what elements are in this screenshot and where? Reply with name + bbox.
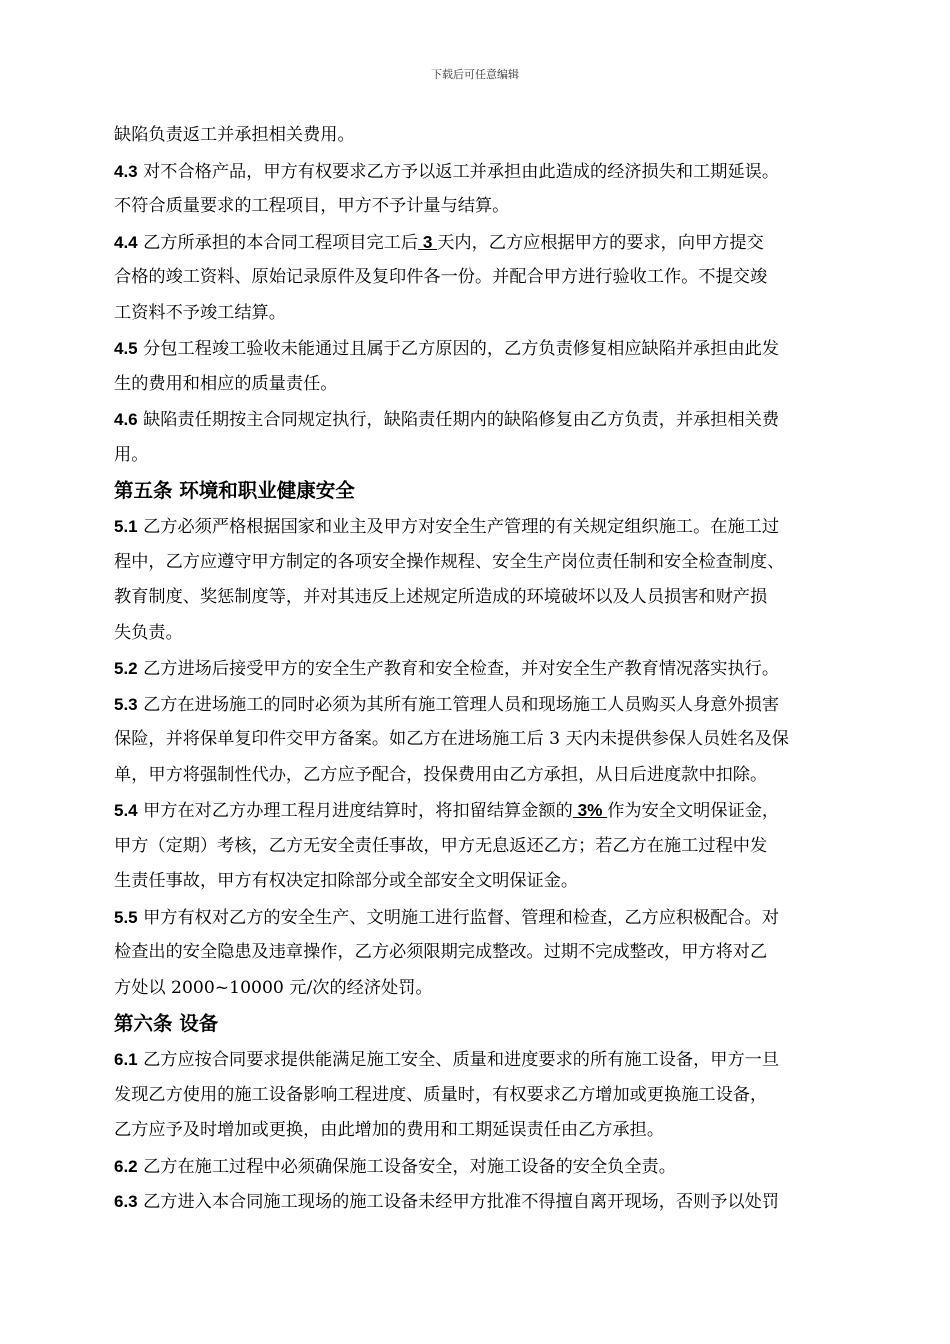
- clause-4-4: [114, 225, 860, 261]
- clause-text: 乙方在施工过程中必须确保施工设备安全，对施工设备的安全负全责。: [143, 1156, 676, 1177]
- clause-text: 乙方在进场施工的同时必须为其所有施工管理人员和现场施工人员购买人身意外损害: [143, 694, 780, 715]
- clause-text: 乙方所承担的本合同工程项目完工后: [143, 232, 419, 253]
- clause-number: 4.5: [114, 339, 138, 358]
- days-value: 3: [418, 231, 438, 252]
- clause-number: 5.2: [114, 659, 138, 678]
- paragraph-line: 工资料不予竣工结算。: [114, 302, 286, 323]
- clause-number: 6.1: [114, 1050, 138, 1069]
- clause-text: 缺陷责任期按主合同规定执行，缺陷责任期内的缺陷修复由乙方负责，并承担相关费: [143, 410, 780, 430]
- clause-text: 对不合格产品，甲方有权要求乙方予以返工并承担由此造成的经济损失和工期延误。: [143, 161, 780, 182]
- clause-number: 6.3: [114, 1192, 138, 1211]
- clause-number: 6.2: [114, 1156, 138, 1176]
- percent-value: 3%: [572, 800, 608, 820]
- clause-text: 乙方进场后接受甲方的安全生产教育和安全检查，并对安全生产教育情况落实执行。: [143, 659, 780, 679]
- clause-text: 分包工程竣工验收未能通过且属于乙方原因的，乙方负责修复相应缺陷并承担由此发: [143, 339, 780, 359]
- clause-number: 5.1: [114, 517, 138, 536]
- clause-5-2: [114, 651, 860, 687]
- paragraph-line: 用。: [114, 444, 149, 465]
- clause-text: 甲方在对乙方办理工程月进度结算时，将扣留结算金额的: [143, 801, 573, 821]
- paragraph-line: 缺陷负责返工并承担相关费用。: [114, 125, 355, 145]
- clause-text: 甲方有权对乙方的安全生产、文明施工进行监督、管理和检查，乙方应积极配合。对: [143, 907, 780, 928]
- clause-6-3: [114, 1184, 860, 1220]
- clause-5-4: [114, 793, 860, 829]
- page-header: 下载后可任意编辑: [431, 68, 519, 81]
- clause-5-1: [114, 509, 860, 545]
- clause-text: 天内，乙方应根据甲方的要求，向甲方提交: [437, 232, 764, 253]
- clause-number: 5.4: [114, 801, 138, 820]
- clause-number: 5.5: [114, 907, 138, 927]
- clause-text: 乙方必须严格根据国家和业主及甲方对安全生产管理的有关规定组织施工。在施工过: [143, 517, 780, 537]
- paragraph-line: 检查出的安全隐患及违章操作，乙方必须限期完成整改。过期不完成整改，甲方将对乙: [114, 942, 768, 962]
- clause-number: 5.3: [114, 694, 138, 714]
- paragraph-line: 失负责。: [114, 622, 183, 643]
- paragraph-line: 甲方（定期）考核，乙方无安全责任事故，甲方无息返还乙方；若乙方在施工过程中发: [114, 835, 768, 856]
- paragraph-line: 保险，并将保单复印件交甲方备案。如乙方在进场施工后 3 天内未提供参保人员姓名及保: [114, 729, 789, 749]
- paragraph-line: 单，甲方将强制性代办，乙方应予配合，投保费用由乙方承担，从日后进度款中扣除。: [114, 764, 768, 785]
- clause-5-3: [114, 687, 860, 723]
- paragraph-line: 生的费用和相应的质量责任。: [114, 373, 338, 394]
- paragraph-line: 发现乙方使用的施工设备影响工程进度、质量时，有权要求乙方增加或更换施工设备，: [114, 1084, 768, 1105]
- clause-6-2: [114, 1149, 860, 1185]
- clause-4-6: [114, 402, 860, 438]
- paragraph-line: 生责任事故，甲方有权决定扣除部分或全部安全文明保证金。: [114, 871, 579, 891]
- clause-4-3: [114, 154, 860, 190]
- paragraph-line: 方处以 2000~10000 元/次的经济处罚。: [114, 977, 433, 998]
- paragraph-line: 合格的竣工资料、原始记录原件及复印件各一份。并配合甲方进行验收工作。不提交竣: [114, 267, 768, 287]
- clause-number: 4.6: [114, 410, 138, 429]
- clause-text: 乙方应按合同要求提供能满足施工安全、质量和进度要求的所有施工设备，甲方一旦: [143, 1050, 780, 1070]
- clause-5-5: [114, 900, 860, 936]
- paragraph-line: 乙方应予及时增加或更换，由此增加的费用和工期延误责任由乙方承担。: [114, 1120, 665, 1140]
- clause-4-5: [114, 331, 860, 367]
- clause-text: 乙方进入本合同施工现场的施工设备未经甲方批准不得擅自离开现场，否则予以处罚: [143, 1192, 780, 1212]
- section-heading-6: 第六条 设备: [114, 1012, 219, 1035]
- clause-6-1: [114, 1042, 860, 1078]
- section-heading-5: 第五条 环境和职业健康安全: [114, 479, 355, 502]
- clause-number: 4.3: [114, 161, 138, 181]
- paragraph-line: 教育制度、奖惩制度等，并对其违反上述规定所造成的环境破坏以及人员损害和财产损: [114, 587, 768, 607]
- clause-text: 作为安全文明保证金，: [607, 801, 780, 821]
- paragraph-line: 不符合质量要求的工程项目，甲方不予计量与结算。: [114, 196, 510, 216]
- document-body: [114, 118, 860, 1220]
- clause-number: 4.4: [114, 232, 138, 252]
- paragraph-line: 程中，乙方应遵守甲方制定的各项安全操作规程、安全生产岗位责任制和安全检查制度、: [114, 551, 785, 572]
